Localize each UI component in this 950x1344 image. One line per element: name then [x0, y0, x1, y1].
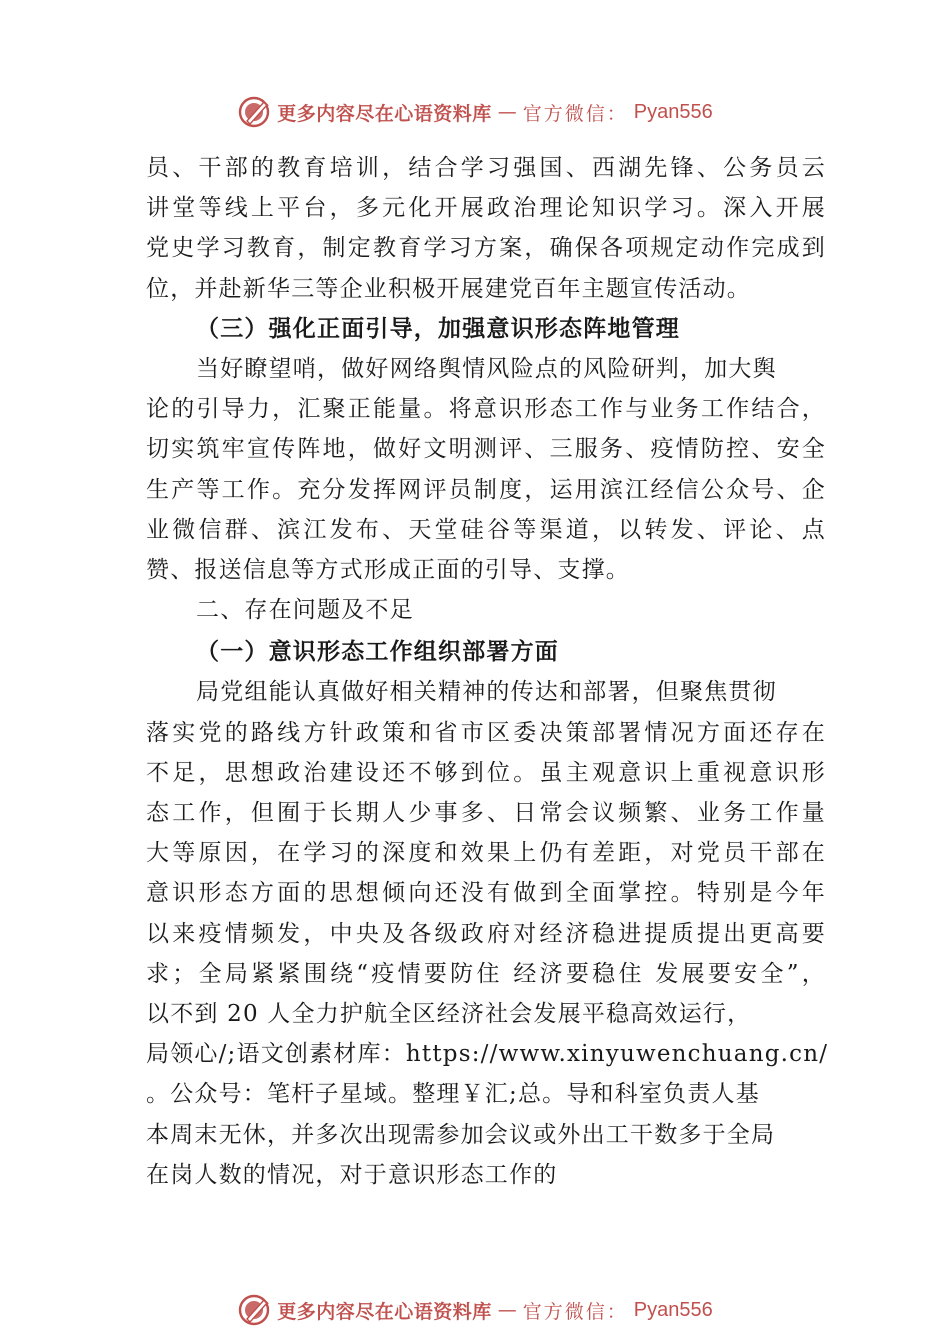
body-line: 党史学习教育，制定教育学习方案，确保各项规定动作完成到	[146, 235, 826, 262]
body-line: 态工作，但囿于长期人少事多、日常会议频繁、业务工作量	[146, 800, 826, 826]
body-line: 员、干部的教育培训，结合学习强国、西湖先锋、公务员云	[146, 155, 826, 181]
banner-wechat-label: 官方微信：	[522, 1300, 628, 1323]
body-line: 大等原因，在学习的深度和效果上仍有差距，对党员干部在	[146, 840, 826, 867]
subsection-heading: （一）意识形态工作组织部署方面	[196, 639, 559, 666]
body-line: 业微信群、滨江发布、天堂硅谷等渠道，以转发、评论、点	[146, 516, 826, 543]
body-line: 在岗人数的情况，对于意识形态工作的	[146, 1161, 558, 1188]
banner-wechat-id: Pyan556	[633, 1298, 713, 1321]
body-line: 本周末无休，并多次出现需参加会议或外出工干数多于全局	[146, 1121, 776, 1148]
body-line: 讲堂等线上平台，多元化开展政治理论知识学习。深入开展	[146, 195, 826, 222]
document-body	[146, 148, 829, 1195]
body-line: 论的引导力，汇聚正能量。将意识形态工作与业务工作结合，	[146, 396, 826, 423]
paragraph-first-line: 当好瞭望哨，做好网络舆情风险点的风险研判，加大舆	[196, 355, 777, 382]
body-line: 生产等工作。充分发挥网评员制度，运用滨江经信公众号、企	[146, 476, 826, 503]
footer-watermark-banner	[0, 1288, 950, 1332]
pen-seal-logo-icon	[237, 95, 271, 129]
banner-brand-text: 更多内容尽在心语资料库	[277, 1300, 492, 1323]
banner-separator: —	[497, 1299, 517, 1321]
body-line: 局领心/;语文创素材库：https://www.xinyuwenchuang.cn/	[146, 1041, 829, 1068]
header-watermark-banner	[0, 90, 950, 134]
banner-brand-text: 更多内容尽在心语资料库	[277, 102, 492, 125]
banner-separator: —	[497, 101, 517, 123]
section-heading: 二、存在问题及不足	[196, 597, 414, 624]
body-line: 意识形态方面的思想倾向还没有做到全面掌控。特别是今年	[146, 880, 826, 907]
body-line: 位，并赴新华三等企业积极开展建党百年主题宣传活动。	[146, 275, 751, 302]
pen-seal-logo-icon	[237, 1293, 271, 1327]
body-line: 。公众号：笔杆子星域。整理￥汇;总。导和科室负责人基	[146, 1081, 760, 1108]
body-line: 赞、报送信息等方式形成正面的引导、支撑。	[146, 556, 630, 583]
body-line: 以来疫情频发，中央及各级政府对经济稳进提质提出更高要	[146, 920, 826, 947]
body-line: 求；全局紧紧围绕“疫情要防住 经济要稳住 发展要安全”，	[146, 960, 826, 987]
body-line: 落实党的路线方针政策和省市区委决策部署情况方面还存在	[146, 719, 826, 746]
banner-wechat-label: 官方微信：	[522, 102, 628, 125]
paragraph-first-line: 局党组能认真做好相关精神的传达和部署，但聚焦贯彻	[196, 679, 777, 706]
banner-wechat-id: Pyan556	[633, 100, 713, 123]
body-line: 不足，思想政治建设还不够到位。虽主观意识上重视意识形	[146, 759, 826, 786]
subsection-heading: （三）强化正面引导，加强意识形态阵地管理	[196, 315, 680, 342]
body-line: 以不到 20 人全力护航全区经济社会发展平稳高效运行，	[146, 1000, 752, 1027]
body-line: 切实筑牢宣传阵地，做好文明测评、三服务、疫情防控、安全	[146, 436, 826, 463]
